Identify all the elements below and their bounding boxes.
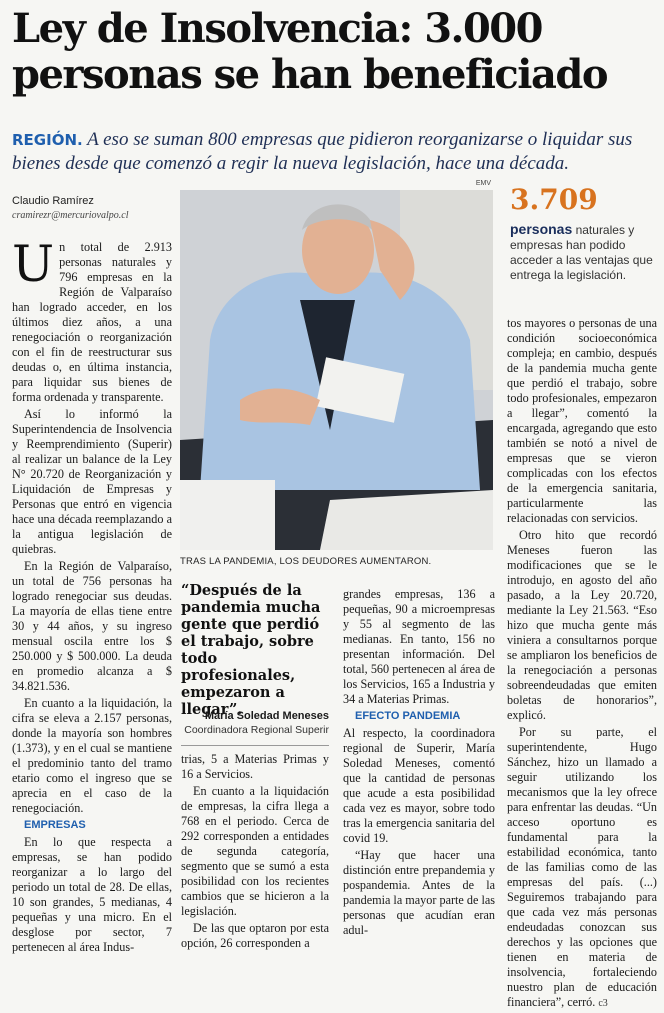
headline: [12, 6, 657, 98]
deck-lead: [12, 128, 652, 175]
article-column-2: [181, 752, 329, 953]
byline-email[interactable]: cramirezr@mercuriovalpo.cl: [12, 210, 129, 221]
stat-bold: personas: [510, 221, 573, 237]
photo-caption: TRAS LA PANDEMIA, LOS DEUDORES AUMENTARON.: [180, 556, 432, 567]
subhead-empresas: EMPRESAS: [24, 819, 86, 831]
paragraph: De las que optaron por esta opción, 26 corresponden a: [181, 921, 329, 950]
headline-line-2: personas se han beneficiado: [12, 51, 608, 98]
stat-number: 3.709: [510, 183, 598, 216]
paragraph: Así lo informó la Superintendencia de Insolvencia y Reemprendimiento (Superir) al realizar un balance de la Ley N° 20.720 de Reorganización y Liquidación de Empresas y Personas que entró en vigencia hace una década reemplazando a la antigua legislación de quiebras.: [12, 407, 172, 556]
article-column-4: [507, 316, 657, 1013]
paragraph: grandes empresas, 136 a pequeñas, 90 a microempresas y 55 al segmento de las medianas. En tanto, 156 no presentan información. Del total, 560 pertenecen al área de los Servicios, 165 a Industria y 34 a Materias Primas.: [343, 587, 495, 706]
divider: [181, 745, 329, 746]
quote-role: Coordinadora Regional Superir: [184, 724, 329, 736]
article-photo: [180, 180, 493, 550]
photo-credit: EMV: [475, 180, 491, 187]
paragraph: Un total de 2.913 personas naturales y 796 empresas en la Región de Valparaíso han logrado acceder, en los últimos diez años, a una renegociación o reorganización con el fin de reestructurar sus deudas o, en última instancia, para liquidar sus bienes de forma ordenada y transparente.: [12, 235, 172, 404]
paragraph: En la Región de Valparaíso, un total de 756 personas ha logrado renegociar sus deudas. La mayoría de ellas tiene entre 30 y 44 años, y su ingreso mensual oscila entre los $ 250.000 y $ 500.000. La deuda en promedio alcanza a $ 34.821.536.: [12, 559, 172, 693]
paragraph: “Hay que hacer una distinción entre prepandemia y pospandemia. Antes de la pandemia la mayor parte de las personas que acudían eran adul-: [343, 848, 495, 937]
quote-author: María Soledad Meneses: [204, 710, 329, 722]
end-mark-icon: c3: [598, 998, 608, 1009]
paragraph: En lo que respecta a empresas, se han podido reorganizar a lo largo del periodo un total de 28. De ellas, 10 son grandes, 5 medianas, 4 pequeñas y una micro. En el desglose por sector, 7 pertenecen al área Indus-: [12, 835, 172, 954]
article-column-1: [12, 235, 172, 957]
stat-text: personas naturales y empresas han podido acceder a las ventajas que entrega la legislación.: [510, 221, 653, 282]
subhead-efecto-pandemia: EFECTO PANDEMIA: [355, 710, 461, 722]
paragraph: tos mayores o personas de una condición socioeconómica compleja; en cambio, después de la pandemia mucha gente que perdió el trabajo, sobre todo profesionales, empezaron a llegar”, comentó la encargada, agregando que esto también se notó a nivel de empresas que se vieron complicadas con los efectos de la emergencia sanitaria, particularmente las relacionadas con servicios.: [507, 316, 657, 525]
drop-cap: U: [12, 235, 55, 293]
pull-quote: “Después de la pandemia mucha gente que perdió el trabajo, sobre todo profesionales, empezaron a llegar”.: [181, 582, 321, 718]
man-reviewing-bills-illustration: [180, 190, 493, 550]
byline-author: Claudio Ramírez: [12, 195, 94, 207]
paragraph: Por su parte, el superintendente, Hugo Sánchez, hizo un llamado a seguir utilizando los mecanismos que la ley ofrece para enfrentar las deudas. “Un acceso oportuno es fundamental para la estabilidad económica, tanto de las familias como de las empresas del país. (...) Seguiremos trabajando para que cada vez más personas endeudadas conozcan sus derechos y las opciones que tienen en materia de insolvencia, fortaleciendo nuestro plan de educación financiera”, cerró. c3: [507, 725, 657, 1009]
paragraph: En cuanto a la liquidación, la cifra se eleva a 2.157 personas, donde la mayoría son hombres (1.373), y en el cual se mantiene el predominio tanto del tramo etario como el ingreso que se aprecia en el caso de la renegociación.: [12, 696, 172, 815]
paragraph: Al respecto, la coordinadora regional de Superir, María Soledad Meneses, comentó que la cantidad de personas que acude a esta posibilidad cada vez es mayor, sobre todo tras la emergencia sanitaria del covid 19.: [343, 726, 495, 845]
section-tag: REGIÓN.: [12, 131, 83, 149]
paragraph: Otro hito que recordó Meneses fueron las modificaciones que se le introdujo, en agosto del año pasado, a la Ley 20.720, mediante la Ley 21.563. “Eso hizo que mucha gente más viniera a consultarnos porque se ampliaron los beneficios de la renegociación a personas sobreendeudadas que emiten boletas de honorarios”, explicó.: [507, 528, 657, 722]
paragraph: En cuanto a la liquidación de empresas, la cifra llega a 768 en el periodo. Cerca de 292 corresponden a entidades de segunda categoría, segmento que se sumó a esta posibilidad con los recientes cambios que se hicieron a la legislación.: [181, 784, 329, 918]
paragraph: trias, 5 a Materias Primas y 16 a Servicios.: [181, 752, 329, 781]
headline-line-1: Ley de Insolvencia: 3.000: [12, 5, 542, 52]
article-column-3: [343, 587, 495, 940]
deck-text: A eso se suman 800 empresas que pidieron reorganizarse o liquidar sus bienes desde que comenzó a regir la nueva legislación, hace una década.: [12, 129, 633, 174]
